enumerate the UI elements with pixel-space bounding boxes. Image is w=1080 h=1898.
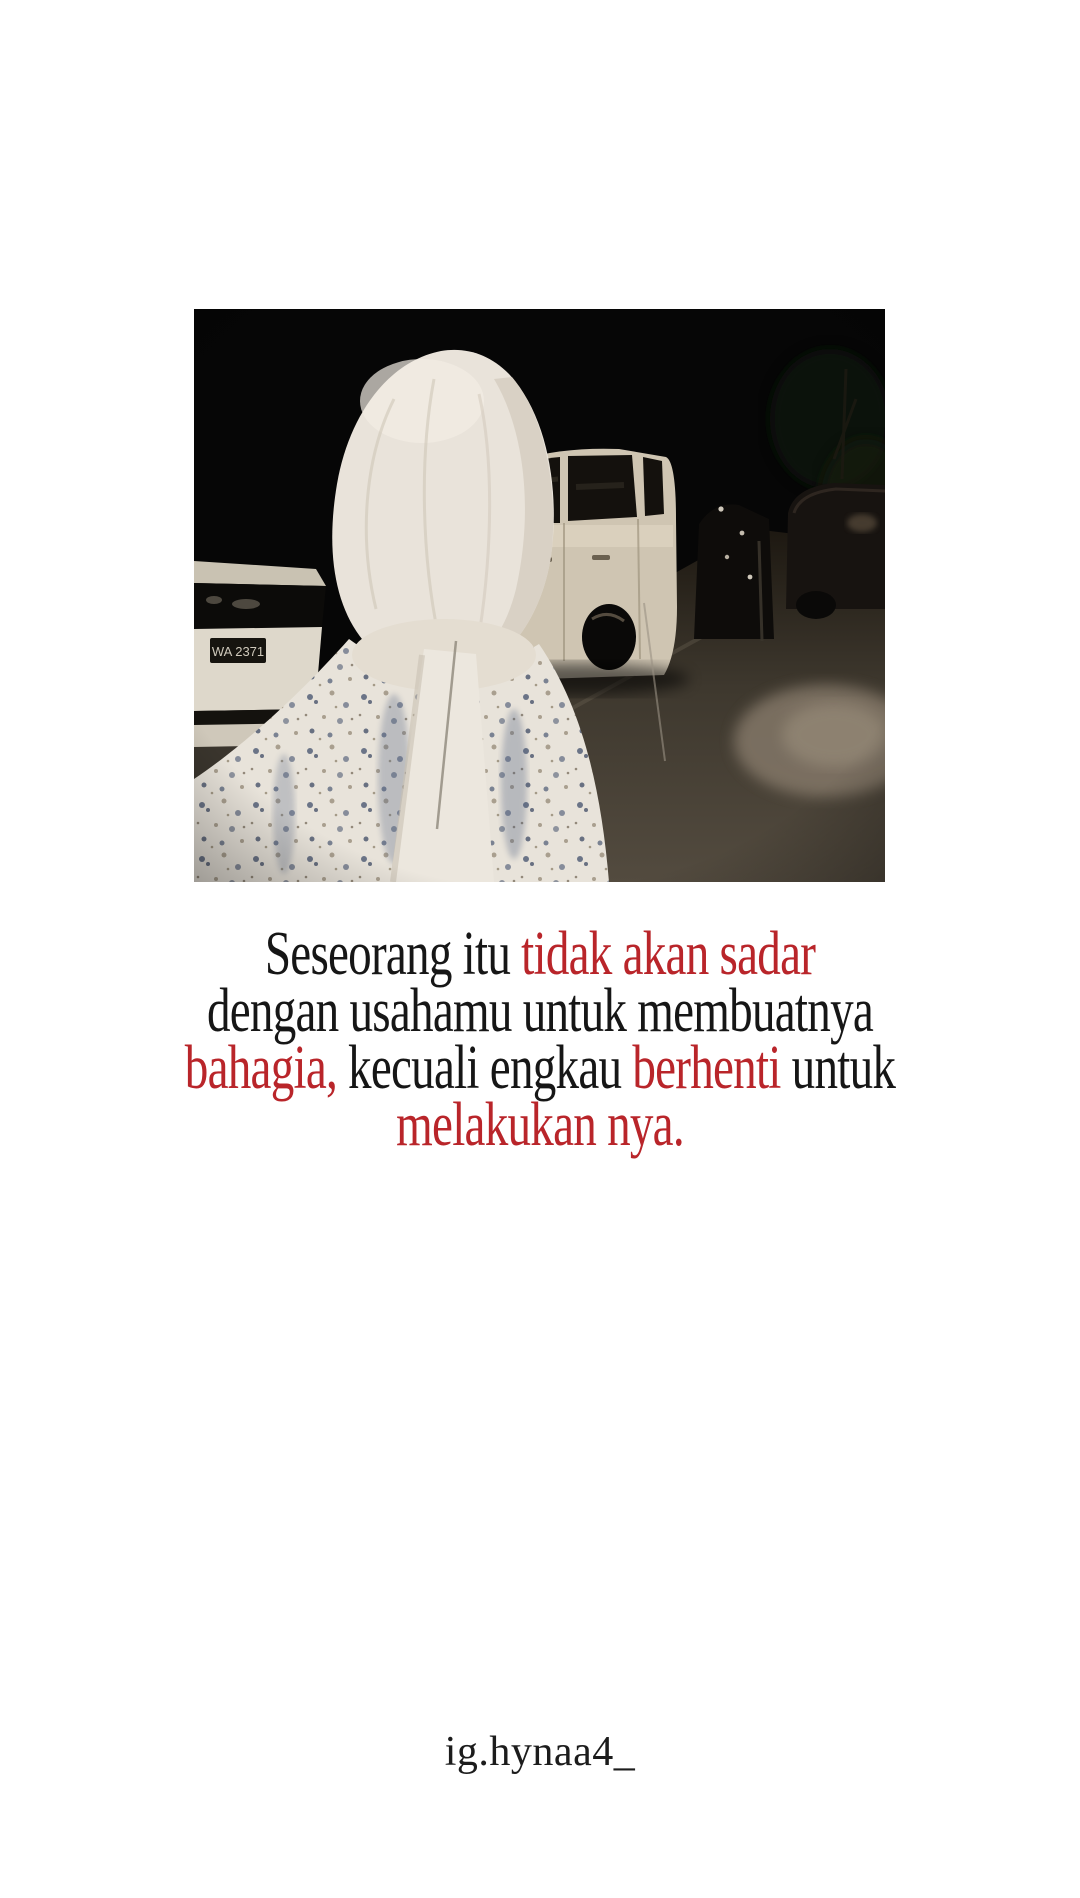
- quote-segment: untuk: [780, 1034, 896, 1102]
- quote-segment-highlight: melakukan nya.: [396, 1091, 684, 1159]
- quote-segment-highlight: tidak akan sadar: [521, 920, 816, 988]
- quote-photo: [194, 309, 885, 882]
- quote-text-block: [0, 920, 1080, 1159]
- quote-line-2: [130, 977, 951, 1045]
- night-scene-illustration: [194, 309, 885, 882]
- instagram-handle-watermark: ig.hynaa4_: [444, 1729, 636, 1775]
- vignette: [194, 309, 885, 882]
- quote-line-4: [130, 1091, 951, 1159]
- quote-segment: dengan usahamu untuk membuatnya: [206, 977, 874, 1045]
- quote-segment-highlight: bahagia,: [184, 1034, 338, 1102]
- quote-segment: kecuali engkau: [337, 1034, 633, 1102]
- quote-line-3: [130, 1034, 951, 1102]
- quote-segment-highlight: berhenti: [632, 1034, 781, 1102]
- quote-segment: Seseorang itu: [264, 920, 522, 988]
- quote-line-1: [130, 920, 951, 988]
